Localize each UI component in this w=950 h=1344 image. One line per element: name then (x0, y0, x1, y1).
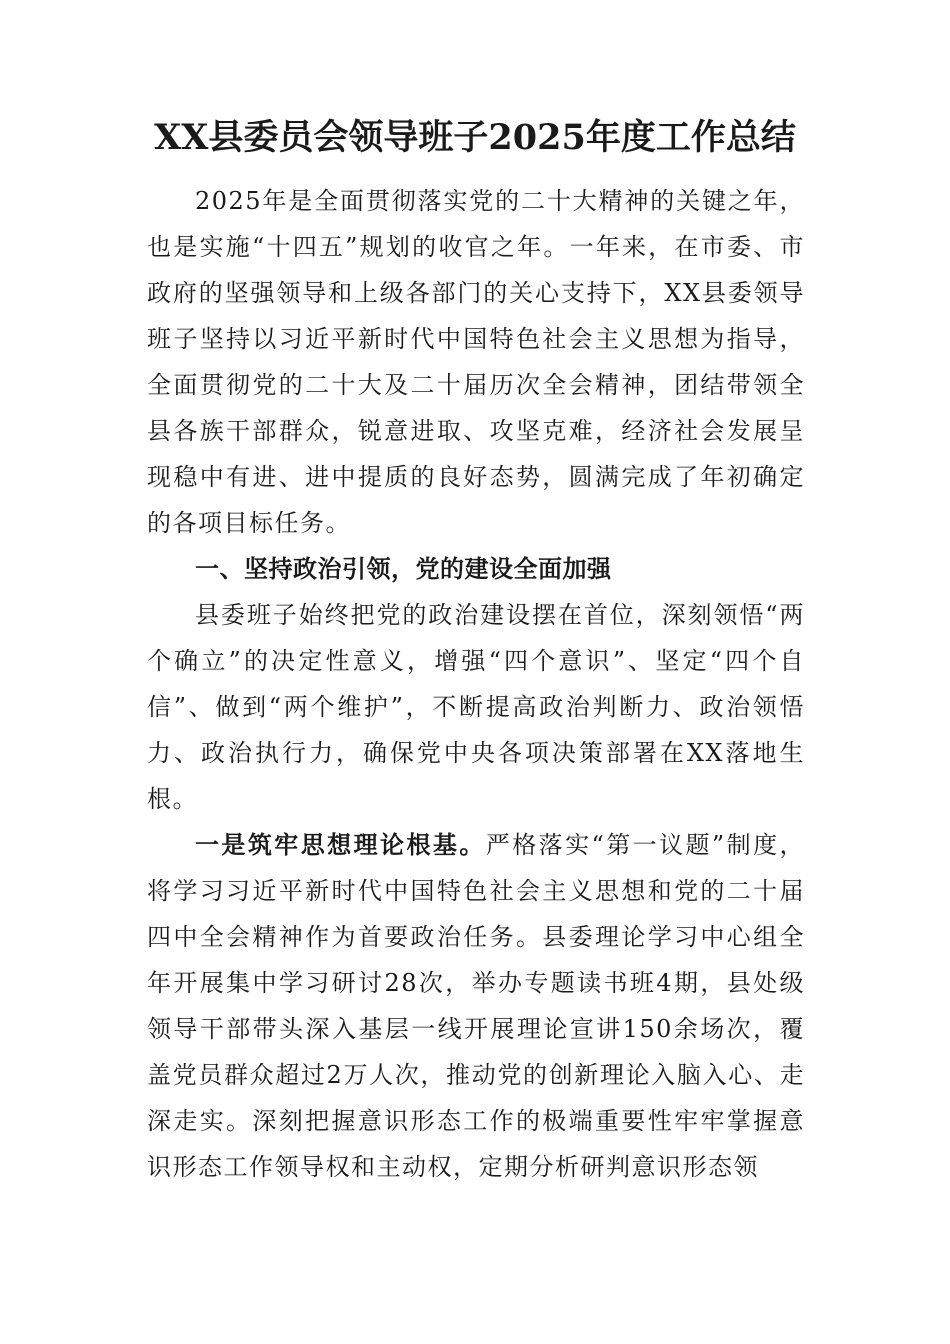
document-body (147, 178, 805, 1190)
point-1-text: 严格落实“第一议题”制度，将学习习近平新时代中国特色社会主义思想和党的二十届四中全会精神作为首要政治任务。县委理论学习中心组全年开展集中学习研讨28次，举办专题读书班4期，县处级领导干部带头深入基层一线开展理论宣讲150余场次，覆盖党员群众超过2万人次，推动党的创新理论入脑入心、走深走实。深刻把握意识形态工作的极端重要性牢牢掌握意识形态工作领导权和主动权，定期分析研判意识形态领 (147, 831, 805, 1181)
section-heading-1: 一、坚持政治引领，党的建设全面加强 (195, 555, 612, 583)
point-1-paragraph (147, 822, 805, 1190)
point-1-lead: 一是筑牢思想理论根基。 (195, 830, 486, 859)
section-1-paragraph: 县委班子始终把党的政治建设摆在首位，深刻领悟“两个确立”的决定性意义，增强“四个意识”、坚定“四个自信”、做到“两个维护”，不断提高政治判断力、政治领悟力、政治执行力，确保党中央各项决策部署在XX落地生根。 (147, 601, 805, 813)
intro-paragraph: 2025年是全面贯彻落实党的二十大精神的关键之年，也是实施“十四五”规划的收官之年。一年来，在市委、市政府的坚强领导和上级各部门的关心支持下，XX县委领导班子坚持以习近平新时代中国特色社会主义思想为指导，全面贯彻党的二十大及二十届历次全会精神，团结带领全县各族干部群众，锐意进取、攻坚克难，经济社会发展呈现稳中有进、进中提质的良好态势，圆满完成了年初确定的各项目标任务。 (147, 187, 805, 537)
document-title: XX县委员会领导班子2025年度工作总结 (154, 117, 796, 158)
